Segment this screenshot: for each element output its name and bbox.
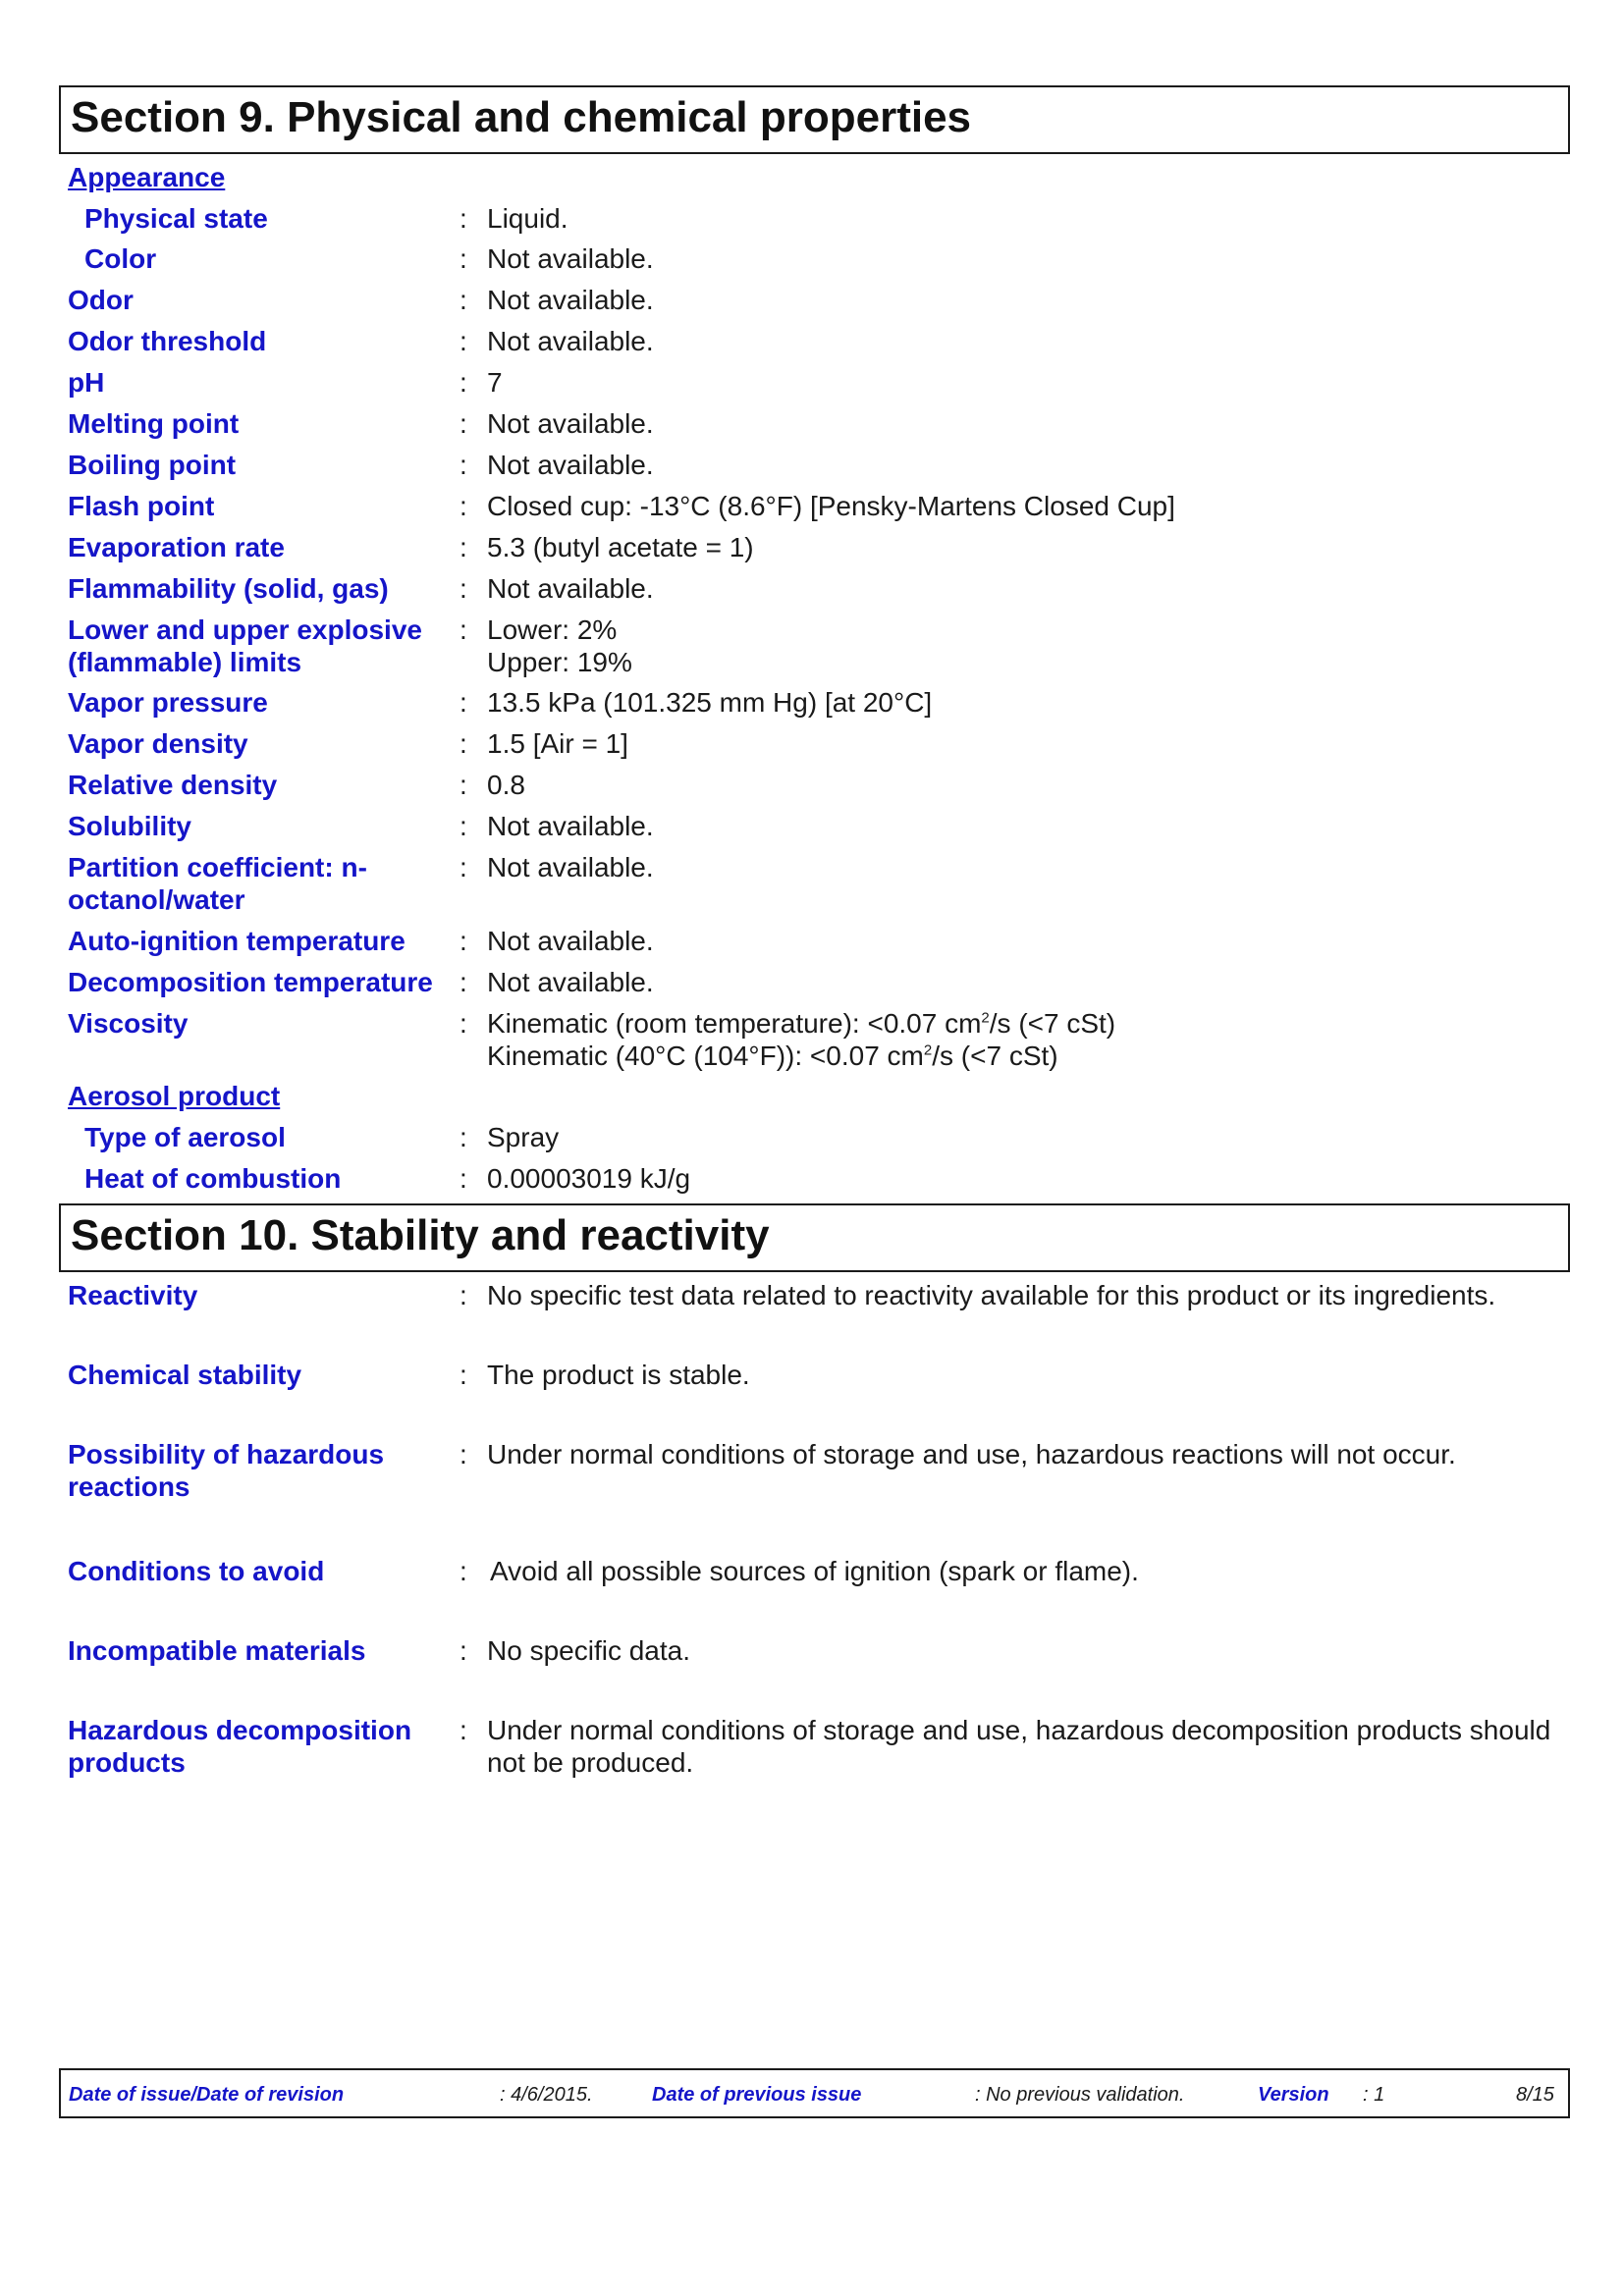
separator: : [460,203,467,234]
separator: : [460,687,467,718]
property-value: Spray [487,1122,560,1152]
property-value: Closed cup: -13°C (8.6°F) [Pensky-Martens Closed Cup] [487,491,1175,521]
property-label: Conditions to avoid [68,1556,325,1586]
property-label: Auto-ignition temperature [68,926,406,956]
superscript: 2 [923,1041,933,1059]
previous-issue-label: Date of previous issue [652,2084,862,2106]
property-value: Not available. [487,573,654,604]
version-value: : 1 [1363,2084,1385,2106]
separator: : [460,1439,467,1469]
label-line: Lower and upper explosive [68,614,422,645]
property-label [68,1438,456,1503]
property-label: Boiling point [68,450,237,480]
separator: : [460,614,467,645]
property-value: Not available. [487,967,654,997]
section-10-header [59,1203,1570,1272]
separator: : [460,728,467,759]
previous-issue-value: : No previous validation. [975,2084,1185,2106]
separator: : [460,243,467,274]
property-value: Not available. [487,450,654,480]
property-label: Flammability (solid, gas) [68,573,389,604]
appearance-link[interactable]: Appearance [68,162,226,192]
separator: : [460,852,467,882]
property-value: Liquid. [487,203,568,234]
version-label: Version [1258,2084,1329,2106]
separator: : [460,1280,467,1310]
property-value [487,1714,1557,1779]
property-value: 0.00003019 kJ/g [487,1163,691,1194]
separator: : [460,367,467,398]
superscript: 2 [981,1009,990,1027]
property-label: Solubility [68,811,191,841]
property-value [487,1007,1557,1072]
property-value: Not available. [487,811,654,841]
property-label [68,1714,456,1779]
value-line: Kinematic (room temperature): <0.07 $cm^2/s$ (<7 cSt) [487,1008,1116,1039]
property-label: Chemical stability [68,1360,302,1390]
property-label: Physical state [84,203,268,234]
property-value: 13.5 kPa (101.325 mm Hg) [at 20°C] [487,687,933,718]
separator: : [460,1008,467,1039]
separator: : [460,967,467,997]
label-line: Hazardous decomposition [68,1715,412,1745]
property-label: Flash point [68,491,215,521]
property-value: Avoid all possible sources of ignition (spark or flame). [490,1556,1139,1586]
value-line: not be produced. [487,1747,694,1778]
separator: : [460,532,467,562]
issue-date-value: : 4/6/2015. [500,2084,593,2106]
property-label: Color [84,243,157,274]
label-line: products [68,1747,186,1778]
section-9-title: Section 9. Physical and chemical properties [71,93,972,141]
label-line: octanol/water [68,884,245,915]
property-value: Not available. [487,852,654,882]
separator: : [460,770,467,800]
separator: : [460,1635,467,1666]
label-line: Possibility of hazardous [68,1439,385,1469]
separator: : [460,450,467,480]
property-value: Not available. [487,408,654,439]
property-label: Evaporation rate [68,532,285,562]
separator: : [460,1163,467,1194]
property-value: No specific test data related to reactivity available for this product or its ingredients. [487,1280,1496,1310]
property-label: Type of aerosol [84,1122,286,1152]
property-label: Reactivity [68,1280,198,1310]
property-label: Odor [68,285,134,315]
issue-date-label: Date of issue/Date of revision [69,2084,345,2106]
separator: : [460,1715,467,1745]
property-value: Not available. [487,326,654,356]
property-label: Decomposition temperature [68,967,433,997]
page-number: 8/15 [1516,2084,1554,2106]
separator: : [460,811,467,841]
property-label: Incompatible materials [68,1635,366,1666]
property-label [68,614,456,678]
separator: : [460,408,467,439]
separator: : [460,1556,467,1586]
property-label: Vapor pressure [68,687,268,718]
section-10-title: Section 10. Stability and reactivity [71,1211,770,1259]
value-line: Lower: 2% [487,614,618,645]
value-line: Under normal conditions of storage and use, hazardous decomposition products should [487,1715,1551,1745]
property-value: Not available. [487,243,654,274]
separator: : [460,491,467,521]
property-label: Vapor density [68,728,248,759]
value-line: Upper: 19% [487,647,632,677]
page-footer [59,2068,1570,2118]
separator: : [460,1122,467,1152]
property-label: pH [68,367,105,398]
property-value: No specific data. [487,1635,690,1666]
property-value: Not available. [487,285,654,315]
property-label: Viscosity [68,1008,189,1039]
separator: : [460,926,467,956]
label-line: (flammable) limits [68,647,302,677]
label-line: reactions [68,1471,190,1502]
property-value: Not available. [487,926,654,956]
property-label: Relative density [68,770,278,800]
property-value: Under normal conditions of storage and use, hazardous reactions will not occur. [487,1439,1456,1469]
property-value: 1.5 [Air = 1] [487,728,628,759]
separator: : [460,326,467,356]
separator: : [460,1360,467,1390]
property-value: 5.3 (butyl acetate = 1) [487,532,754,562]
section-9-header [59,85,1570,154]
value-line: Kinematic (40°C (104°F)): <0.07 $cm^2/s$ (<7 cSt) [487,1041,1058,1071]
separator: : [460,573,467,604]
property-value: 0.8 [487,770,525,800]
separator: : [460,285,467,315]
property-label: Odor threshold [68,326,267,356]
property-value [487,614,1557,678]
property-value: The product is stable. [487,1360,750,1390]
property-label: Melting point [68,408,240,439]
label-line: Partition coefficient: n- [68,852,367,882]
property-label: Heat of combustion [84,1163,342,1194]
property-label [68,851,456,916]
aerosol-product-link[interactable]: Aerosol product [68,1081,281,1111]
property-value: 7 [487,367,503,398]
